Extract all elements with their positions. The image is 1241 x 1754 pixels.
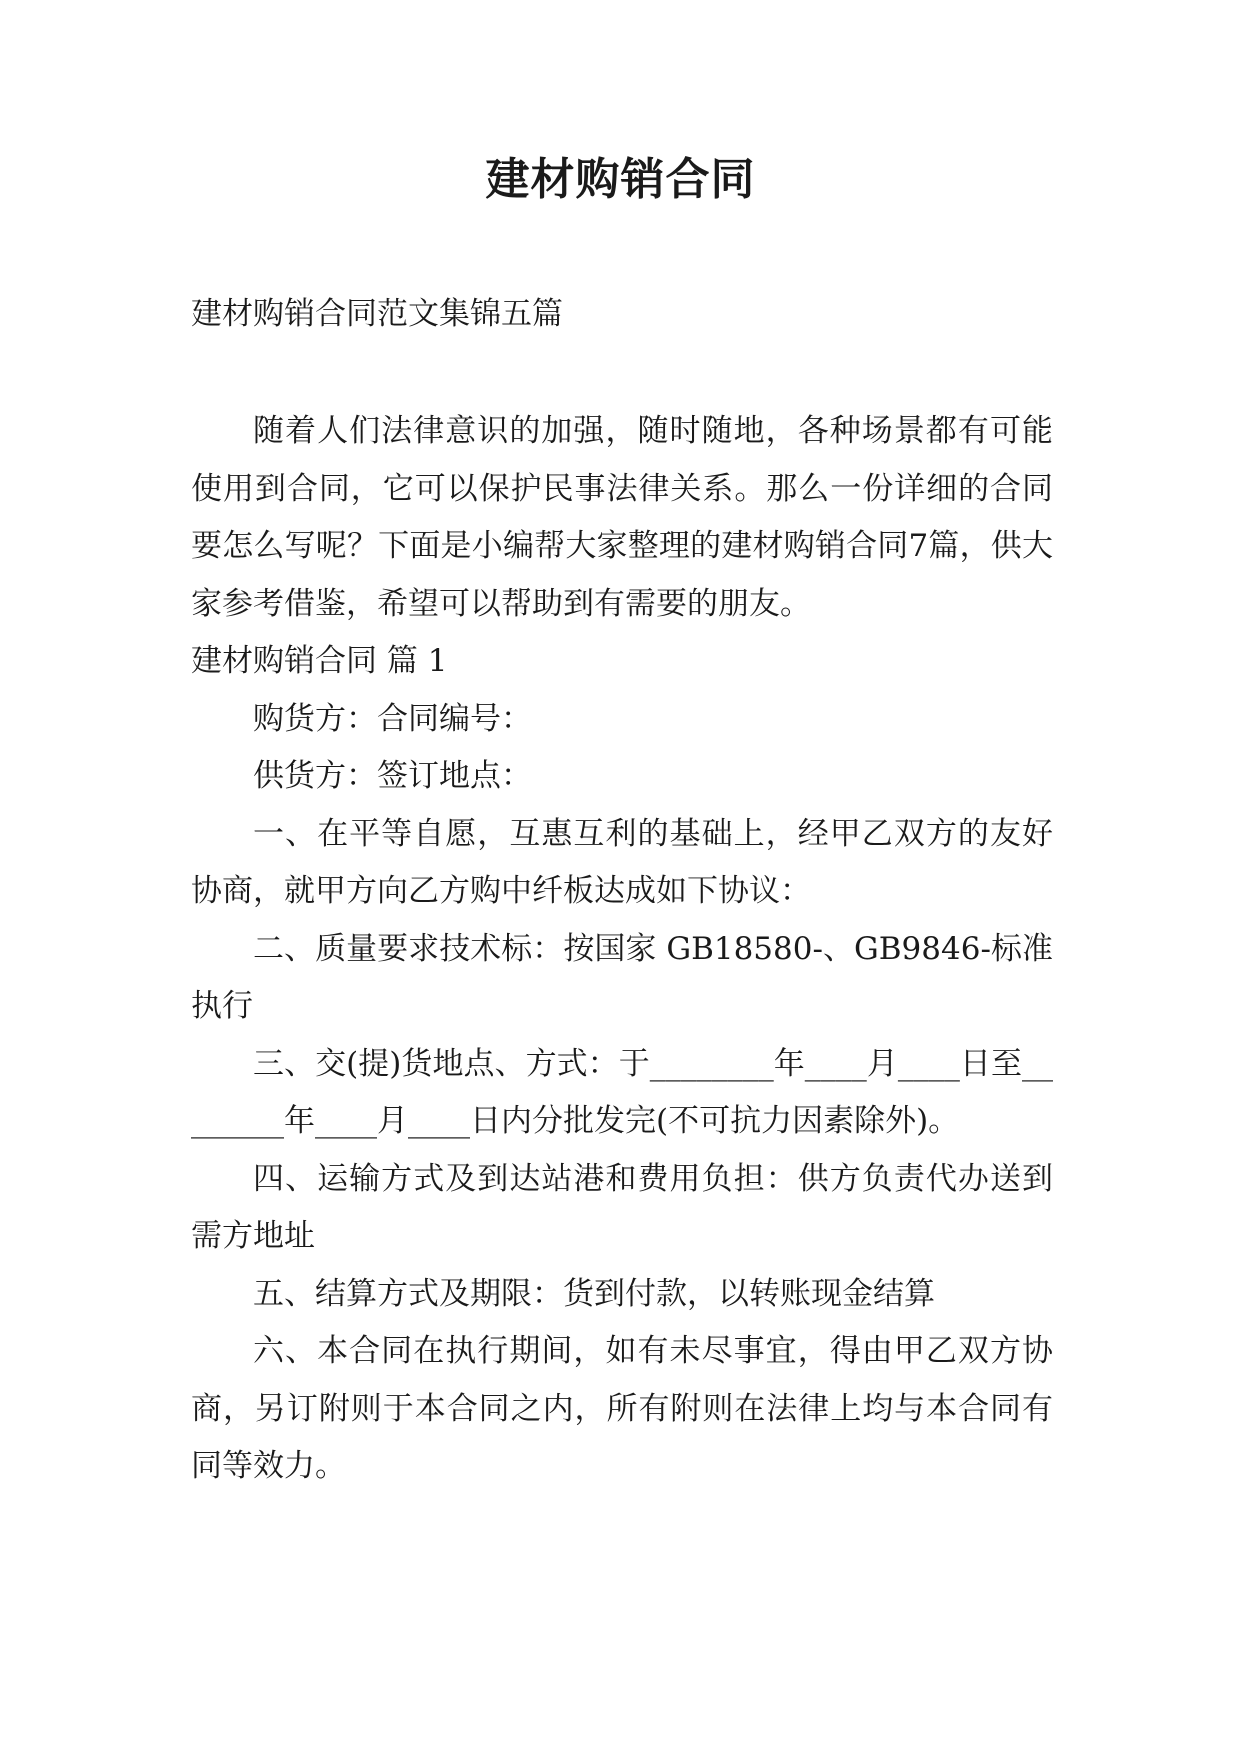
intro-paragraph: 随着人们法律意识的加强，随时随地，各种场景都有可能使用到合同，它可以保护民事法律关系。那么一份详细的合同要怎么写呢？下面是小编帮大家整理的建材购销合同7篇，供大家参考借鉴，希望可以帮助到有需要的朋友。 [191,413,1053,622]
clause-5: 五、结算方式及期限：货到付款，以转账现金结算 [253,1275,935,1312]
document-body [191,403,1053,1496]
document-title: 建材购销合同 [485,154,756,205]
clause-1: 一、在平等自愿，互惠互利的基础上，经甲乙双方的友好协商，就甲方向乙方购中纤板达成如下协议： [191,815,1053,909]
clause-3: 三、交(提)货地点、方式：于________年____月____日至________年____月____日内分批发完(不可抗力因素除外)。 [191,1045,1053,1139]
clause-4: 四、运输方式及到达站港和费用负担：供方负责代办送到需方地址 [191,1160,1053,1254]
clause-2: 二、质量要求技术标：按国家 GB18580-、GB9846-标准执行 [191,930,1053,1024]
section-heading: 建材购销合同 篇 1 [191,643,448,679]
buyer-line: 购货方：合同编号： [253,700,532,737]
supplier-line: 供货方：签订地点： [253,758,532,794]
document-subtitle: 建材购销合同范文集锦五篇 [191,296,563,332]
clause-6: 六、本合同在执行期间，如有未尽事宜，得由甲乙双方协商，另订附则于本合同之内，所有附则在法律上均与本合同有同等效力。 [191,1333,1053,1484]
